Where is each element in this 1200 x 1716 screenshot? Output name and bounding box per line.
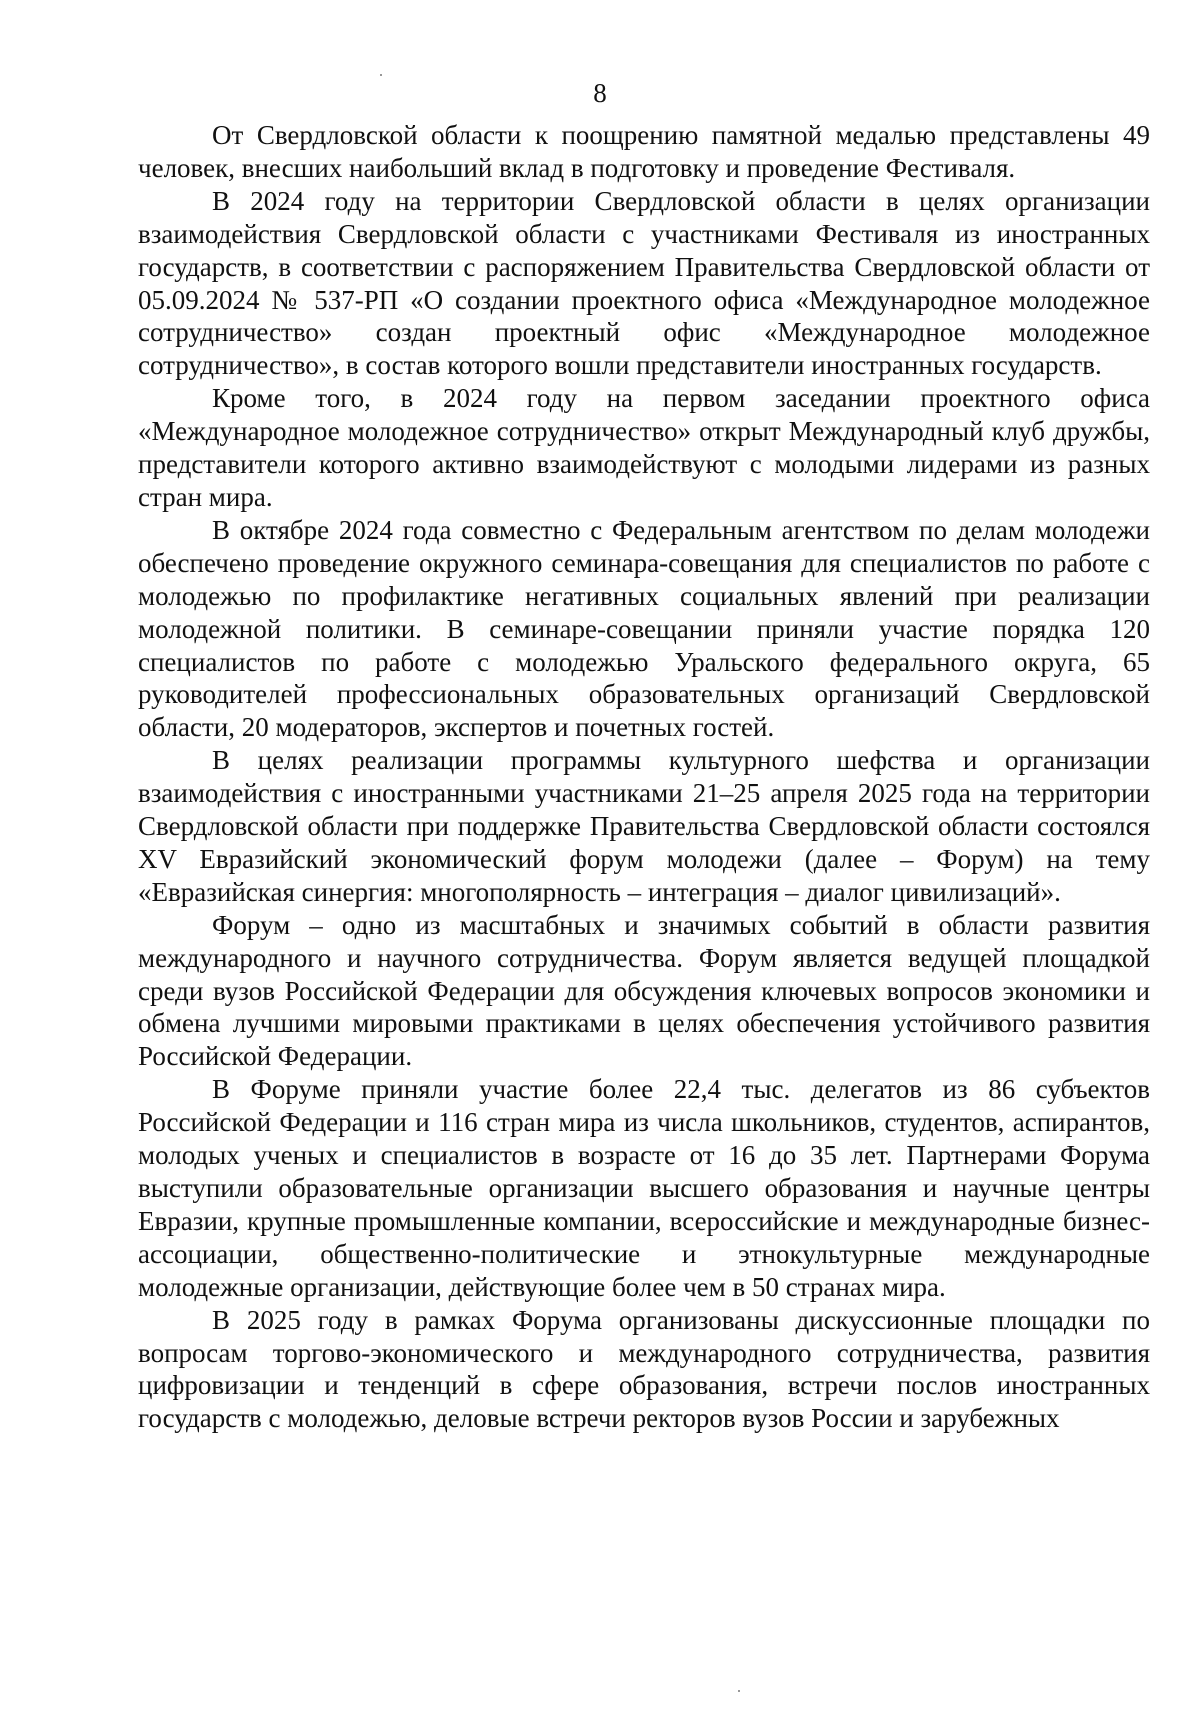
- page-number: 8: [593, 78, 607, 108]
- paragraph-forum-participants: В Форуме приняли участие более 22,4 тыс. делегатов из 86 субъектов Российской Федерации и 116 стран мира из числа школьников, студентов, аспирантов, молодых ученых и специалистов в возрасте от 16 до 35 лет. Партнерами Форума выступили образовательные организации высшего образования и научные центры Евразии, крупные промышленные компании, всероссийские и международные бизнес-ассоциации, общественно-политические и этнокультурные международные молодежные организации, действующие более чем в 50 странах мира.: [138, 1074, 1150, 1302]
- scan-speck: [380, 74, 382, 76]
- paragraph-forum-significance: Форум – одно из масштабных и значимых событий в области развития международного и научного сотрудничества. Форум является ведущей площадкой среди вузов Российской Федерации для обсуждения ключевых вопросов экономики и обмена лучшими мировыми практиками в целях обеспечения устойчивого развития Российской Федерации.: [138, 909, 1150, 1072]
- paragraph-project-office: В 2024 году на территории Свердловской области в целях организации взаимодействия Свердловской области с участниками Фестиваля из иностранных государств, в соответствии с распоряжением Правительства Свердловской области от 05.09.2024 № 537-РП «О создании проектного офиса «Международное молодежное сотрудничество» создан проектный офис «Международное молодежное сотрудничество», в состав которого вошли представители иностранных государств.: [138, 185, 1150, 381]
- paragraph-forum-2025: В 2025 году в рамках Форума организованы дискуссионные площадки по вопросам торгово-экономического и международного сотрудничества, развития цифровизации и тенденций в сфере образования, встречи послов иностранных государств с молодежью, деловые встречи ректоров вузов России и зарубежных: [138, 1304, 1150, 1434]
- paragraph-friendship-club: Кроме того, в 2024 году на первом заседании проектного офиса «Международное молодежное сотрудничество» открыт Международный клуб дружбы, представители которого активно взаимодействуют с молодыми лидерами из разных стран мира.: [138, 383, 1150, 512]
- document-body: [138, 119, 1150, 1435]
- paragraph-forum-announcement: В целях реализации программы культурного шефства и организации взаимодействия с иностранными участниками 21–25 апреля 2025 года на территории Свердловской области при поддержке Правительства Свердловской области состоялся XV Евразийский экономический форум молодежи (далее – Форум) на тему «Евразийская синергия: многополярность – интеграция – диалог цивилизаций».: [138, 745, 1150, 907]
- paragraph-medals: От Свердловской области к поощрению памятной медалью представлены 49 человек, внесших наибольший вклад в подготовку и проведение Фестиваля.: [138, 120, 1150, 183]
- scan-speck: [738, 1690, 740, 1692]
- paragraph-seminar: В октябре 2024 года совместно с Федеральным агентством по делам молодежи обеспечено проведение окружного семинара-совещания для специалистов по работе с молодежью по профилактике негативных социальных явлений при реализации молодежной политики. В семинаре-совещании приняли участие порядка 120 специалистов по работе с молодежью Уральского федерального округа, 65 руководителей профессиональных образовательных организаций Свердловской области, 20 модераторов, экспертов и почетных гостей.: [138, 514, 1150, 743]
